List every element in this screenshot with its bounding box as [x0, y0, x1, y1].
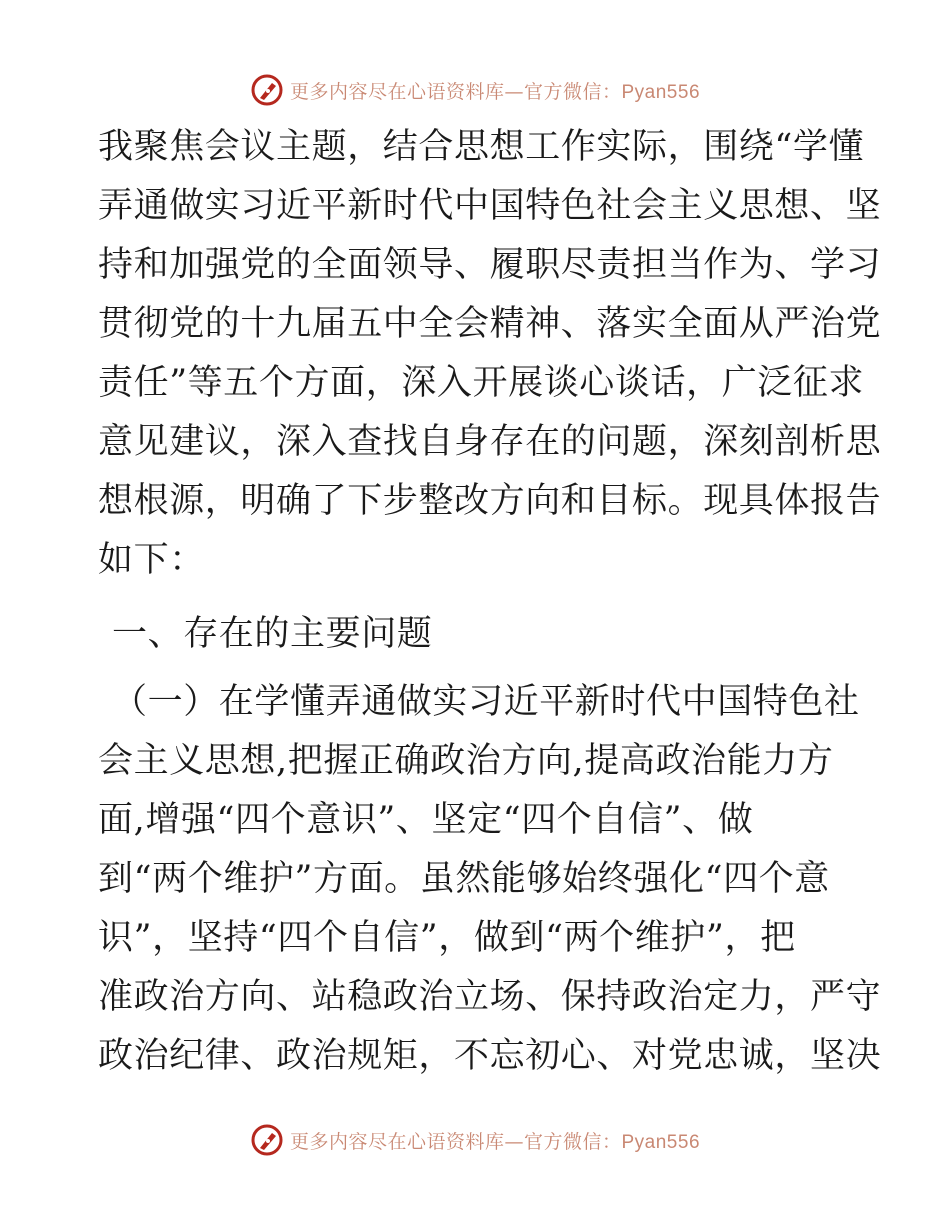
- text-line: 识”，坚持“四个自信”，做到“两个维护”，把: [98, 918, 796, 958]
- text-line: 想根源，明确了下步整改方向和目标。现具体报告: [98, 481, 882, 521]
- text-line: 到“两个维护”方面。虽然能够始终强化“四个意: [98, 859, 830, 899]
- text-line: （一）在学懂弄通做实习近平新时代中国特色社: [112, 682, 860, 722]
- text-line: 如下：: [98, 540, 205, 580]
- text-line: 贯彻党的十九届五中全会精神、落实全面从严治党: [98, 304, 882, 344]
- text-line: 准政治方向、站稳政治立场、保持政治定力，严守: [98, 977, 882, 1017]
- text-line: 政治纪律、政治规矩，不忘初心、对党忠诚，坚决: [98, 1036, 882, 1076]
- watermark-handle: Pyan556: [621, 1131, 701, 1153]
- watermark-footer: [0, 1120, 950, 1160]
- pen-nib-circle-icon: [250, 73, 284, 107]
- text-line: 面,增强“四个意识”、坚定“四个自信”、做: [98, 800, 754, 840]
- watermark-text: 更多内容尽在心语资料库—官方微信：Pyan556: [289, 1130, 701, 1153]
- section-heading: 一、存在的主要问题: [112, 614, 433, 654]
- watermark-header: [0, 70, 950, 110]
- text-line: 责任”等五个方面，深入开展谈心谈话，广泛征求: [98, 363, 865, 403]
- text-line: 意见建议，深入查找自身存在的问题，深刻剖析思: [98, 422, 882, 462]
- pen-nib-circle-icon: [250, 1123, 284, 1157]
- text-line: 我聚焦会议主题，结合思想工作实际，围绕“学懂: [98, 127, 865, 167]
- text-line: 会主义思想,把握正确政治方向,提高政治能力方: [98, 741, 834, 781]
- paragraph-intro: [98, 118, 882, 590]
- text-line: 弄通做实习近平新时代中国特色社会主义思想、坚: [98, 186, 882, 226]
- watermark-handle: Pyan556: [621, 81, 701, 103]
- text-line: 持和加强党的全面领导、履职尽责担当作为、学习: [98, 245, 882, 285]
- watermark-text: 更多内容尽在心语资料库—官方微信：Pyan556: [289, 80, 701, 103]
- paragraph-subsection-1: [98, 673, 882, 1086]
- document-body: [98, 118, 882, 1086]
